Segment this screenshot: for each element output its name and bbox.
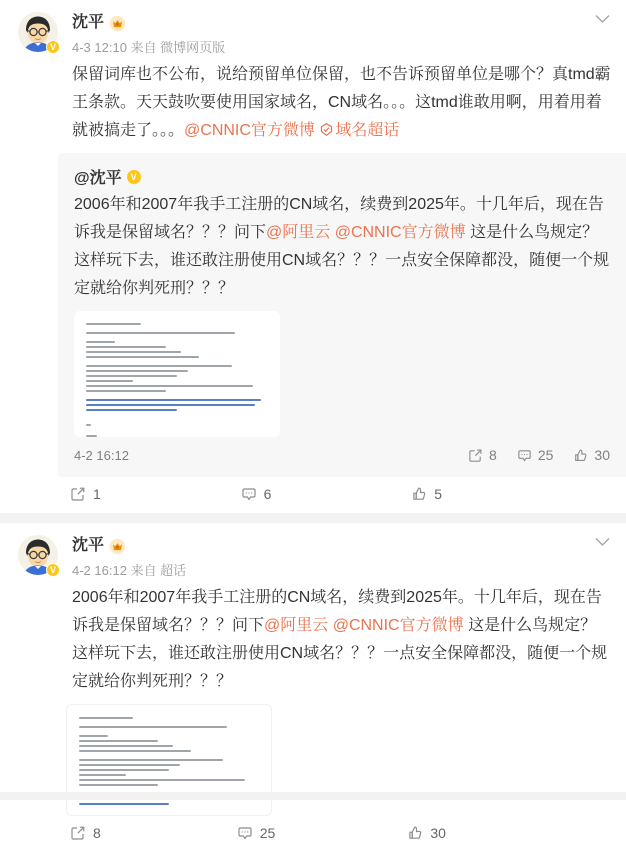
post-time: 4-3 12:10 [72,40,127,55]
quote-footer [74,447,610,469]
post-meta [72,560,186,579]
vip-crown-icon [109,538,126,555]
post-card-2 [0,523,626,852]
post-header [0,523,626,579]
avatar[interactable] [18,12,58,52]
share-icon [468,448,483,463]
post-source: 来自 微博网页版 [130,40,226,55]
quote-share-count: 8 [489,447,497,463]
repost-count: 8 [92,825,101,841]
header-info [72,535,186,579]
quote-stats [468,447,610,463]
quote-card[interactable] [58,153,626,477]
quote-comment-count: 25 [537,447,554,463]
like-icon [411,486,427,502]
comment-button[interactable] [171,486,342,502]
post-header [0,0,626,56]
author-name[interactable]: 沈平 [72,537,105,554]
like-count: 30 [430,825,446,841]
post-text-before: 2006年和2007年我手工注册的CN域名，续费到2025年。十几年后，现在告诉我是保留域名？？？问下 [72,589,602,634]
supertopic-link[interactable] [319,122,399,139]
repost-icon [70,486,86,502]
like-count: 5 [434,486,443,502]
quote-text-after: 这是什么鸟规定？这样玩下去，谁还敢注册使用CN域名？？？一点安全保障都没，随便一个规定就给你判死刑？？？ [74,224,610,297]
quote-like-count: 30 [594,447,610,463]
comment-button[interactable] [171,825,342,841]
attached-document-image[interactable] [74,311,280,437]
quote-author-row [74,165,610,188]
like-button[interactable] [341,825,512,841]
action-bar [0,477,512,513]
verified-badge-icon: V [46,40,60,54]
avatar[interactable] [18,535,58,575]
quote-verified-badge-icon: V [127,170,141,184]
mention-link[interactable]: @CNNIC官方微博 [184,122,315,139]
comment-count: 6 [263,486,272,502]
next-post-divider [0,792,626,800]
post-meta [72,37,225,56]
repost-count: 1 [92,486,101,502]
supertopic-icon [319,122,334,137]
quote-share-button[interactable] [468,447,497,463]
verified-badge-icon: V [46,563,60,577]
post-text-plain: 保留词库也不公布，说给预留单位保留，也不告诉预留单位是哪个？真tmd霸王条款。天天鼓吹要使用国家域名，CN域名。。。这tmd谁敢用啊，用着用着就被搞走了。。。 [72,66,611,139]
supertopic-label: 域名超话 [335,122,400,139]
comment-icon [241,486,257,502]
comment-icon [517,448,532,463]
quote-like-button[interactable] [573,447,610,463]
vip-crown-icon [109,15,126,32]
post-time: 4-2 16:12 [72,563,127,578]
like-button[interactable] [341,486,512,502]
action-bar [0,816,512,852]
quote-text-before: 2006年和2007年我手工注册的CN域名，续费到2025年。十几年后，现在告诉我是保留域名？？？问下 [74,196,604,241]
header-info [72,12,225,56]
post-text-after: 这是什么鸟规定？这样玩下去，谁还敢注册使用CN域名？？？一点安全保障都没，随便一个规定就给你判死刑？？？ [72,617,608,690]
quote-text [74,191,610,303]
like-icon [573,448,588,463]
chevron-down-icon[interactable] [595,537,610,547]
chevron-down-icon[interactable] [595,14,610,24]
like-icon [407,825,423,841]
post-text [72,584,612,696]
post-divider [0,513,626,523]
repost-icon [70,825,86,841]
repost-button[interactable] [0,486,171,502]
quote-time: 4-2 16:12 [74,447,129,463]
author-name[interactable]: 沈平 [72,14,105,31]
repost-button[interactable] [0,825,171,841]
quote-comment-button[interactable] [517,447,554,463]
quote-author-name[interactable]: @沈平 [74,170,122,187]
post-text [72,61,612,145]
post-source: 来自 超话 [130,563,187,578]
mention-links[interactable]: @阿里云 @CNNIC官方微博 [264,617,464,634]
comment-icon [237,825,253,841]
comment-count: 25 [259,825,276,841]
quote-mention-links[interactable]: @阿里云 @CNNIC官方微博 [266,224,466,241]
